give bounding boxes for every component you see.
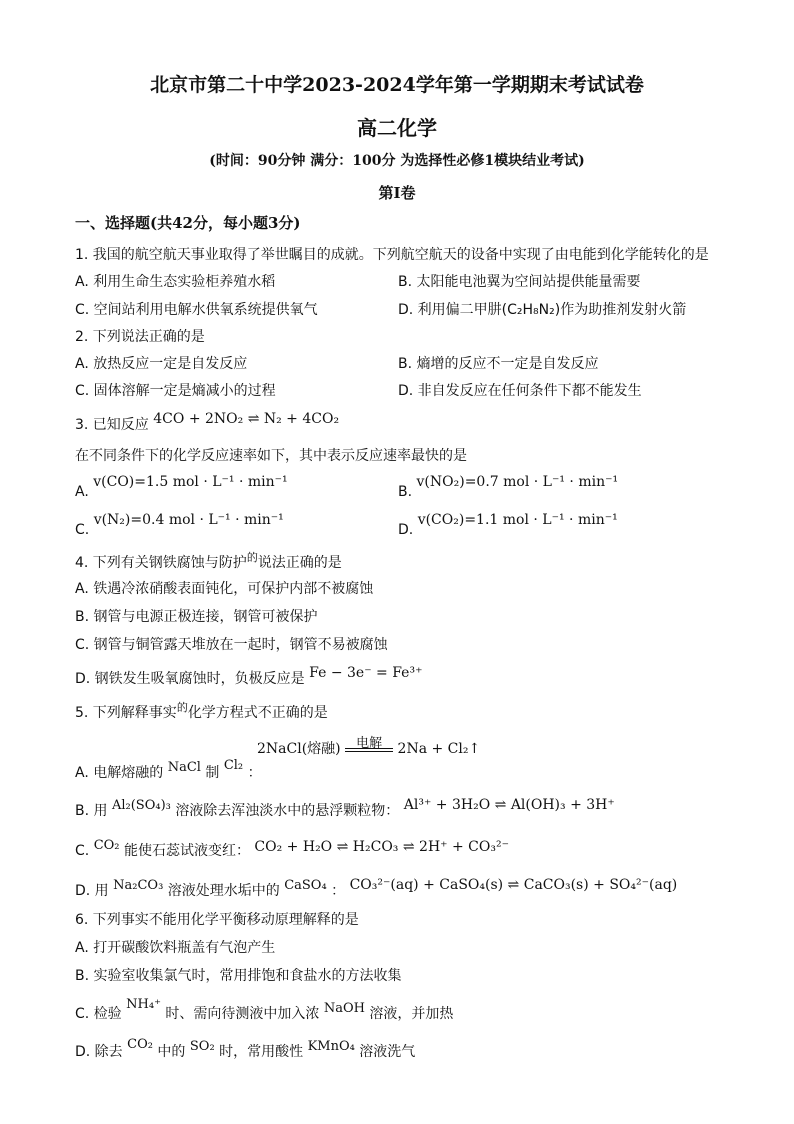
q5-option-b-salt: Al₂(SO₄)₃ xyxy=(111,798,171,813)
q3-option-b-rate: v(NO₂)=0.7 mol · L⁻¹ · min⁻¹ xyxy=(416,474,619,490)
q2-option-a: A. 放热反应一定是自发反应 xyxy=(75,356,248,372)
q4-stem-post: 说法正确的是 xyxy=(257,555,342,571)
q5-option-c-mid: 能使石蕊试液变红： xyxy=(123,843,250,859)
q6-option-c-pre: C. 检验 xyxy=(75,1006,122,1022)
q3-option-a-label: A. xyxy=(75,484,89,500)
q3-stem-text: 3. 已知反应 xyxy=(75,417,149,433)
q6-option-c-nh4: NH₄⁺ xyxy=(126,997,161,1012)
q6-option-d xyxy=(75,1037,416,1061)
q3-option-b-label: B. xyxy=(398,484,413,500)
q5-option-b xyxy=(75,797,615,820)
q5-option-d-equation: CO₃²⁻(aq) + CaSO₄(s) ⇌ CaCO₃(s) + SO₄²⁻(aq) xyxy=(349,877,678,893)
q6-option-d-so2: SO₂ xyxy=(189,1039,215,1054)
q5-stem xyxy=(75,702,328,722)
q5-option-c-pre: C. xyxy=(75,843,90,859)
q5-option-a-cl2: Cl₂ xyxy=(223,758,244,773)
q5-option-b-mid: 溶液除去浑浊淡水中的悬浮颗粒物： xyxy=(175,803,400,819)
q2-option-b: B. 熵增的反应不一定是自发反应 xyxy=(398,356,599,372)
q4-stem-pre: 4. 下列有关钢铁腐蚀与防护 xyxy=(75,555,247,571)
q5-stem-post: 化学方程式不正确的是 xyxy=(187,705,328,721)
q2-stem: 2. 下列说法正确的是 xyxy=(75,329,205,345)
q1-option-a: A. 利用生命生态实验柜养殖水稻 xyxy=(75,274,276,290)
q6-option-a: A. 打开碳酸饮料瓶盖有气泡产生 xyxy=(75,940,276,956)
q3-option-a-rate: v(CO)=1.5 mol · L⁻¹ · min⁻¹ xyxy=(93,474,288,490)
q3-option-a xyxy=(75,474,288,500)
q5-option-a-nacl: NaCl xyxy=(167,760,201,775)
q4-option-d-equation: Fe − 3e⁻ = Fe³⁺ xyxy=(309,665,423,681)
q5-option-d-pre: D. 用 xyxy=(75,883,109,899)
q3-option-c-label: C. xyxy=(75,522,90,538)
subject-title: 高二化学 xyxy=(357,116,437,140)
q6-option-d-mid: 中的 xyxy=(157,1044,186,1060)
q4-option-d-text: D. 钢铁发生吸氧腐蚀时，负极反应是 xyxy=(75,671,305,687)
q1-option-b: B. 太阳能电池翼为空间站提供能量需要 xyxy=(398,274,641,290)
q5-option-a-eq-right: 2Na + Cl₂↑ xyxy=(397,741,481,757)
q5-option-d-caso4: CaSO₄ xyxy=(284,878,327,893)
q6-option-c xyxy=(75,997,454,1023)
q6-stem: 6. 下列事实不能用化学平衡移动原理解释的是 xyxy=(75,912,359,928)
q5-option-d-colon: ： xyxy=(331,883,346,899)
q5-option-a-post: ： xyxy=(247,765,262,781)
q3-option-b xyxy=(398,474,619,500)
q5-option-a xyxy=(75,758,262,782)
q2-option-c: C. 固体溶解一定是熵减小的过程 xyxy=(75,383,276,399)
q3-option-d-rate: v(CO₂)=1.1 mol · L⁻¹ · min⁻¹ xyxy=(417,512,618,528)
q5-stem-pre: 5. 下列解释事实 xyxy=(75,705,177,721)
q3-substem: 在不同条件下的化学反应速率如下，其中表示反应速率最快的是 xyxy=(75,448,467,464)
q6-option-b: B. 实验室收集氯气时，常用排饱和食盐水的方法收集 xyxy=(75,968,402,984)
q6-option-d-pre: D. 除去 xyxy=(75,1044,123,1060)
q3-option-d-label: D. xyxy=(398,522,414,538)
q5-option-c-co2: CO₂ xyxy=(93,838,120,853)
q3-stem xyxy=(75,411,340,434)
q4-option-c: C. 钢管与铜管露天堆放在一起时，钢管不易被腐蚀 xyxy=(75,637,388,653)
q6-option-c-mid: 时、需向待测液中加入浓 xyxy=(165,1006,320,1022)
exam-title: 北京市第二十中学2023-2024学年第一学期期末考试试卷 xyxy=(150,74,644,96)
q5-option-a-mid: 制 xyxy=(205,765,220,781)
q5-option-a-eq-condition: 电解 xyxy=(356,736,383,751)
q5-option-a-eq-left: 2NaCl(熔融) xyxy=(257,741,341,757)
q3-equation: 4CO + 2NO₂ ⇌ N₂ + 4CO₂ xyxy=(153,411,340,427)
q5-option-b-equation: Al³⁺ + 3H₂O ⇌ Al(OH)₃ + 3H⁺ xyxy=(403,797,615,813)
q5-option-b-pre: B. 用 xyxy=(75,803,108,819)
q6-option-d-post: 溶液洗气 xyxy=(359,1044,416,1060)
q1-option-c: C. 空间站利用电解水供氧系统提供氧气 xyxy=(75,302,318,318)
q4-option-d xyxy=(75,665,423,688)
q4-option-b: B. 钢管与电源正极连接，钢管可被保护 xyxy=(75,609,318,625)
q3-option-d xyxy=(398,512,618,538)
q5-option-d xyxy=(75,877,678,900)
q1-stem: 1. 我国的航空航天事业取得了举世瞩目的成就。下列航空航天的设备中实现了由电能到化学能转化的是 xyxy=(75,247,709,263)
q3-option-c xyxy=(75,512,284,538)
q5-option-a-eq-arrow xyxy=(345,736,393,758)
q5-option-a-pre: A. 电解熔融的 xyxy=(75,765,164,781)
q6-option-d-co2: CO₂ xyxy=(127,1037,153,1052)
section-heading: 一、选择题(共42分，每小题3分) xyxy=(75,214,301,232)
q3-option-c-rate: v(N₂)=0.4 mol · L⁻¹ · min⁻¹ xyxy=(93,512,284,528)
q4-stem xyxy=(75,552,342,572)
q5-option-c xyxy=(75,840,509,860)
q5-option-a-equation xyxy=(257,738,480,758)
q4-stem-de: 的 xyxy=(246,551,258,564)
q6-option-d-kmno4: KMnO₄ xyxy=(307,1039,355,1054)
volume-label: 第I卷 xyxy=(378,184,416,202)
q5-option-c-equation: CO₂ + H₂O ⇌ H₂CO₃ ⇌ 2H⁺ + CO₃²⁻ xyxy=(254,839,509,855)
q1-option-d: D. 利用偏二甲肼(C₂H₈N₂)作为助推剂发射火箭 xyxy=(398,302,687,318)
q4-option-a: A. 铁遇冷浓硝酸表面钝化，可保护内部不被腐蚀 xyxy=(75,581,374,597)
q5-option-d-salt: Na₂CO₃ xyxy=(113,878,164,893)
q6-option-c-naoh: NaOH xyxy=(323,1001,365,1016)
q5-option-d-mid: 溶液处理水垢中的 xyxy=(167,883,280,899)
q6-option-d-mid2: 时，常用酸性 xyxy=(219,1044,304,1060)
exam-info: (时间：90分钟 满分：100分 为选择性必修1模块结业考试) xyxy=(209,153,585,169)
q5-stem-de: 的 xyxy=(176,701,188,714)
q2-option-d: D. 非自发反应在任何条件下都不能发生 xyxy=(398,383,642,399)
q6-option-c-post: 溶液，并加热 xyxy=(369,1006,454,1022)
